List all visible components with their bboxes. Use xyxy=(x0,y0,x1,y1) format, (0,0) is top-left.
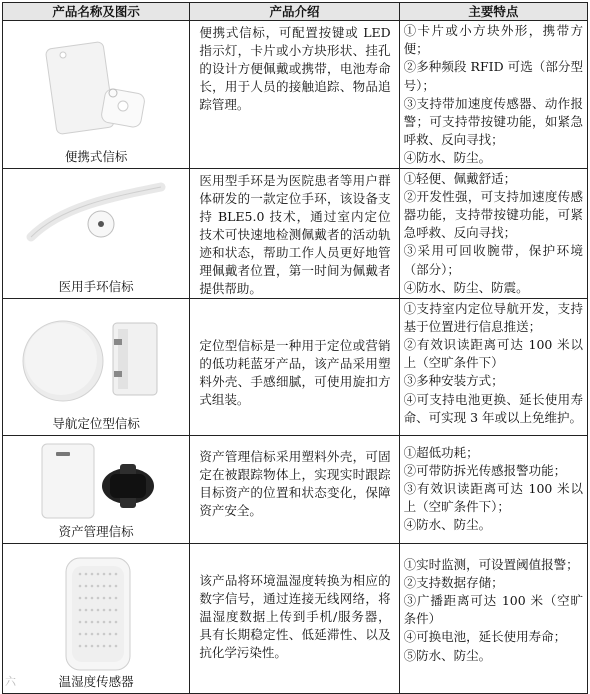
table-row xyxy=(3,168,588,298)
header-features: 主要特点 xyxy=(399,3,587,21)
product-name: 资产管理信标 xyxy=(58,523,134,539)
intro-cell xyxy=(190,168,399,298)
table-row xyxy=(3,298,588,435)
feature-item: ②可带防拆光传感报警功能； xyxy=(403,462,567,478)
feature-item: ③多种安装方式； xyxy=(403,373,504,389)
feature-item: ①卡片或小方块外形，携带方便； xyxy=(403,23,583,57)
table-header-row xyxy=(3,3,588,21)
feature-list xyxy=(400,436,587,535)
feature-item: ①实时监测，可设置阈值报警； xyxy=(403,556,579,572)
feature-item: ③采用可回收腕带，保护环境（部分）； xyxy=(403,243,583,277)
feature-item: ④防水、防尘。 xyxy=(403,150,492,166)
humidity-sensor-image xyxy=(58,554,138,674)
product-intro: 便携式信标，可配置按键或 LED 指示灯，卡片或小方块形状、挂孔的设计方便佩戴或携带，电池寿命长，用于人员的接触追踪、物品追踪管理。 xyxy=(199,25,391,112)
table-row xyxy=(3,435,588,543)
feature-item: ②有效识读距离可达 100 米以上（空旷条件下） xyxy=(403,337,583,371)
feature-item: ④防水、防尘。 xyxy=(403,517,492,533)
intro-cell xyxy=(190,21,399,169)
feature-item: ⑤防水、防尘。 xyxy=(403,647,492,663)
feature-item: ④可换电池，延长使用寿命； xyxy=(403,629,567,645)
feature-item: ③有效识读距离可达 100 米以上（空旷条件下）； xyxy=(403,481,583,515)
feature-list xyxy=(400,544,587,665)
feature-item: ③支持带加速度传感器、动作报警；可支持带按键功能，如紧急呼救、反向寻找； xyxy=(403,95,583,148)
asset-beacon-image xyxy=(28,440,168,524)
features-cell xyxy=(399,298,587,435)
table-row xyxy=(3,21,588,169)
product-name: 温湿度传感器 xyxy=(58,673,134,689)
product-intro: 该产品将环境温湿度转换为相应的数字信号，通过连接无线网络，将温湿度数据上传到手机/服务器，具有长期稳定性、低延滞性、以及抗化学污染性。 xyxy=(199,572,391,660)
feature-item: ①超低功耗； xyxy=(403,444,479,460)
feature-list xyxy=(400,299,587,427)
feature-item: ①轻便、佩戴舒适； xyxy=(403,170,517,186)
features-cell xyxy=(399,168,587,298)
feature-list xyxy=(400,169,587,297)
feature-item: ②支持数据存储； xyxy=(403,574,504,590)
product-cell xyxy=(3,543,190,693)
header-intro: 产品介绍 xyxy=(190,3,399,21)
feature-item: ②开发性强，可支持加速度传感器功能，支持带按键功能，可紧急呼救、反向寻找； xyxy=(403,188,583,241)
product-cell xyxy=(3,435,190,543)
watermark-logo: 六 xyxy=(5,674,16,688)
product-name: 医用手环信标 xyxy=(58,278,134,294)
product-cell xyxy=(3,21,190,169)
feature-item: ④可支持电池更换、延长使用寿命、可实现 3 年或以上免维护。 xyxy=(403,391,583,425)
intro-cell xyxy=(190,435,399,543)
medical-wristband-image xyxy=(21,177,171,269)
features-cell xyxy=(399,21,587,169)
product-cell xyxy=(3,298,190,435)
product-intro: 定位型信标是一种用于定位或营销的低功耗蓝牙产品，该产品采用塑料外壳、手感细腻，可使用旋扣方式组装。 xyxy=(199,337,391,407)
intro-cell xyxy=(190,543,399,693)
feature-item: ②多种频段 RFID 可选（部分型号）； xyxy=(403,59,583,93)
feature-list xyxy=(400,21,587,168)
product-intro: 医用型手环是为医院患者等用户群体研发的一款定位手环，该设备支持 BLE5.0 技术，通过室内定位技术可快速地检测佩戴者的活动轨迹和状态，帮助工作人员更好地管理佩戴者位置，第一时间为佩戴者提供帮助。 xyxy=(199,172,391,296)
feature-item: ①支持室内定位导航开发，支持基于位置进行信息推送； xyxy=(403,300,583,334)
portable-beacon-image xyxy=(33,41,163,139)
navigation-beacon-image xyxy=(18,309,178,409)
product-table xyxy=(2,2,588,694)
feature-item: ④防水、防尘、防震。 xyxy=(403,279,529,295)
features-cell xyxy=(399,435,587,543)
product-intro: 资产管理信标采用塑料外壳，可固定在被跟踪物体上，实现实时跟踪目标资产的位置和状态变化，保障资产安全。 xyxy=(199,448,391,518)
table-row xyxy=(3,543,588,693)
product-name: 便携式信标 xyxy=(64,148,128,164)
product-cell xyxy=(3,168,190,298)
intro-cell xyxy=(190,298,399,435)
product-name: 导航定位型信标 xyxy=(52,415,140,431)
features-cell xyxy=(399,543,587,693)
header-name: 产品名称及图示 xyxy=(3,3,190,21)
feature-item: ③广播距离可达 100 米（空旷条件） xyxy=(403,593,583,627)
